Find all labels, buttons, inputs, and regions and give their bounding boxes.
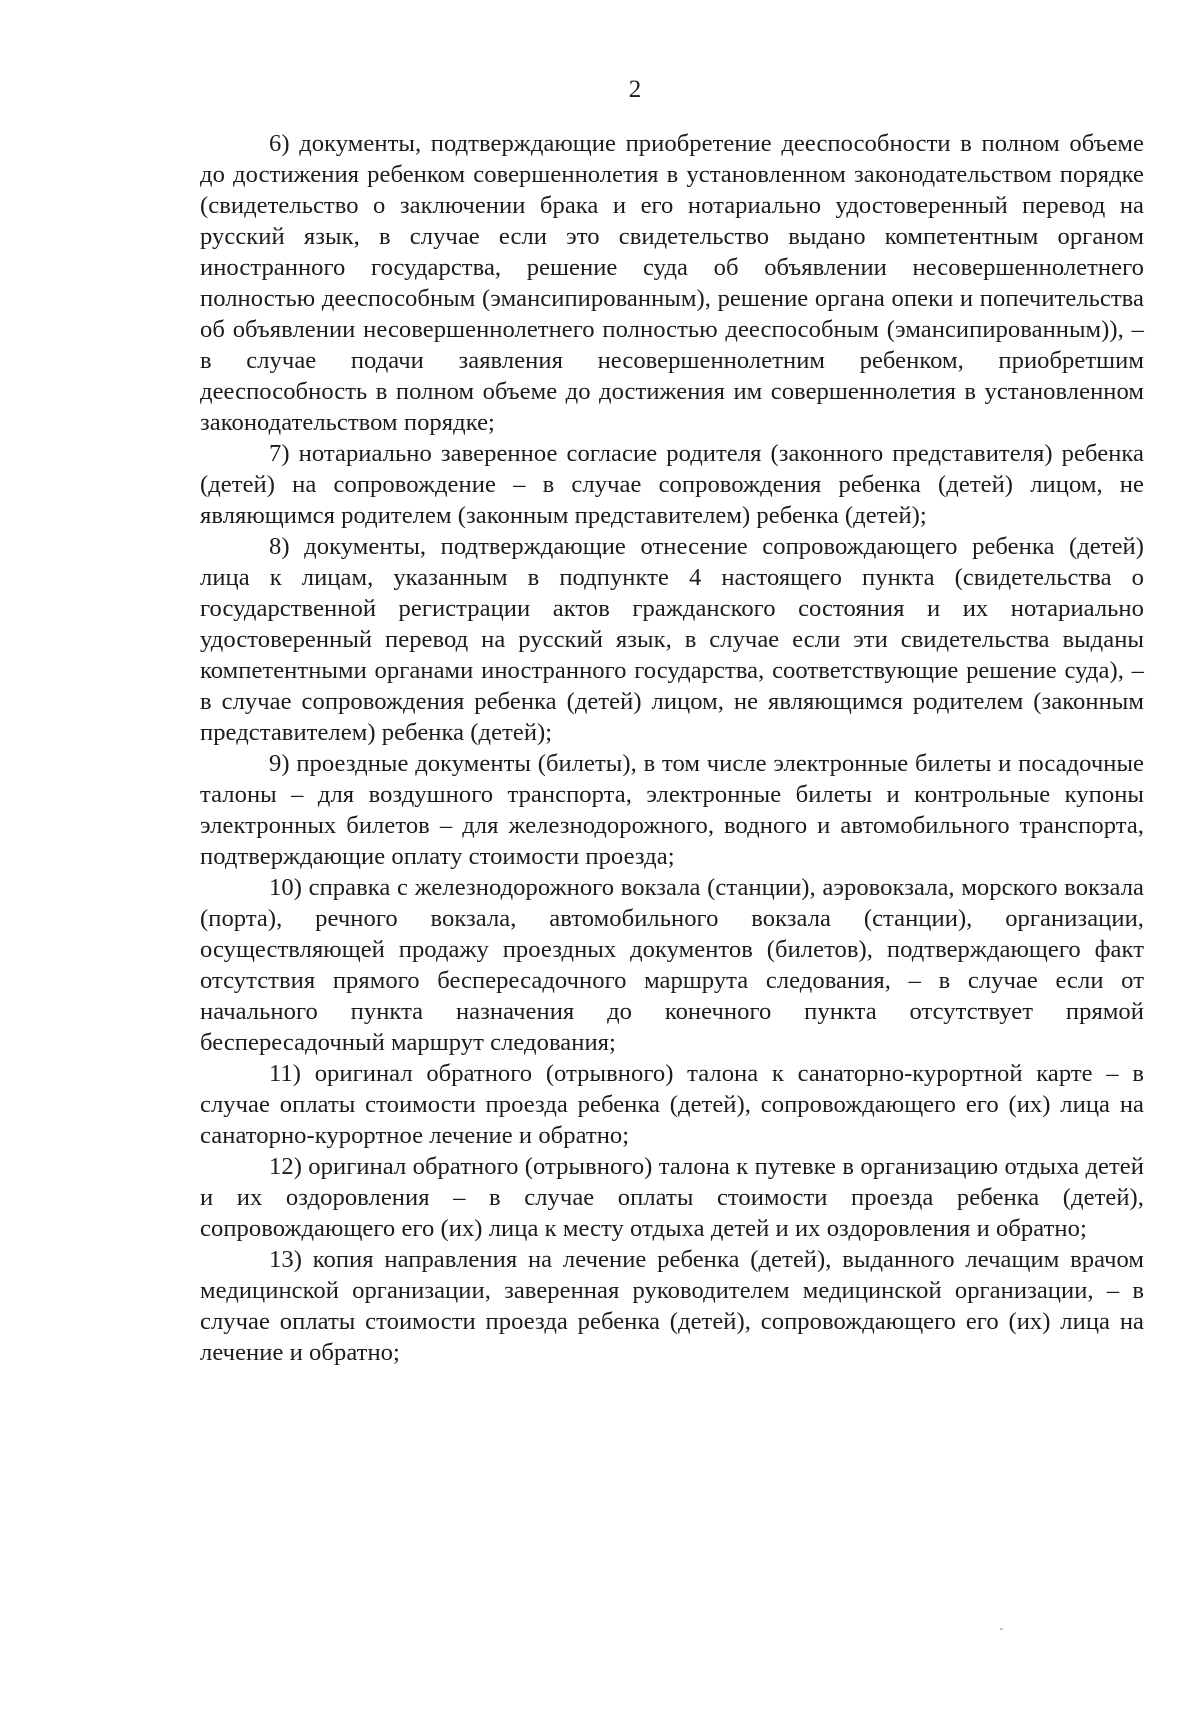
scan-speck — [1000, 1628, 1003, 1630]
document-body — [200, 128, 1144, 1368]
list-item-11: 11) оригинал обратного (отрывного) талона к санаторно-курортной карте – в случае оплаты стоимости проезда ребенка (детей), сопровождающего его (их) лица на санаторно-курортное лечение и обратно; — [200, 1060, 1144, 1149]
page-number: 2 — [628, 76, 642, 103]
list-item-6: 6) документы, подтверждающие приобретение дееспособности в полном объеме до достижения ребенком совершеннолетия в установленном законодательством порядке (свидетельство о заключении брака и его нотариально удостоверенный перевод на русский язык, в случае если это свидетельство выдано компетентным органом иностранного государства, решение суда об объявлении несовершеннолетнего полностью дееспособным (эмансипированным), решение органа опеки и попечительства об объявлении несовершеннолетнего полностью дееспособным (эмансипированным)), – в случае подачи заявления несовершеннолетним ребенком, приобретшим дееспособность в полном объеме до достижения им совершеннолетия в установленном законодательством порядке; — [200, 130, 1144, 436]
list-item-13: 13) копия направления на лечение ребенка (детей), выданного лечащим врачом медицинской организации, заверенная руководителем медицинской организации, – в случае оплаты стоимости проезда ребенка (детей), сопровождающего его (их) лица на лечение и обратно; — [200, 1246, 1144, 1366]
list-item-12: 12) оригинал обратного (отрывного) талона к путевке в организацию отдыха детей и их оздоровления – в случае оплаты стоимости проезда ребенка (детей), сопровождающего его (их) лица к месту отдыха детей и их оздоровления и обратно; — [200, 1153, 1144, 1242]
list-item-8: 8) документы, подтверждающие отнесение сопровождающего ребенка (детей) лица к лицам, указанным в подпункте 4 настоящего пункта (свидетельства о государственной регистрации актов гражданского состояния и их нотариально удостоверенный перевод на русский язык, в случае если эти свидетельства выданы компетентными органами иностранного государства, соответствующие решение суда), – в случае сопровождения ребенка (детей) лицом, не являющимся родителем (законным представителем) ребенка (детей); — [200, 533, 1144, 746]
list-item-10: 10) справка с железнодорожного вокзала (станции), аэровокзала, морского вокзала (порта), речного вокзала, автомобильного вокзала (станции), организации, осуществляющей продажу проездных документов (билетов), подтверждающего факт отсутствия прямого беспересадочного маршрута следования, – в случае если от начального пункта назначения до конечного пункта отсутствует прямой беспересадочный маршрут следования; — [200, 874, 1144, 1056]
list-item-7: 7) нотариально заверенное согласие родителя (законного представителя) ребенка (детей) на сопровождение – в случае сопровождения ребенка (детей) лицом, не являющимся родителем (законным представителем) ребенка (детей); — [200, 440, 1144, 529]
list-item-9: 9) проездные документы (билеты), в том числе электронные билеты и посадочные талоны – для воздушного транспорта, электронные билеты и контрольные купоны электронных билетов – для железнодорожного, водного и автомобильного транспорта, подтверждающие оплату стоимости проезда; — [200, 750, 1144, 870]
